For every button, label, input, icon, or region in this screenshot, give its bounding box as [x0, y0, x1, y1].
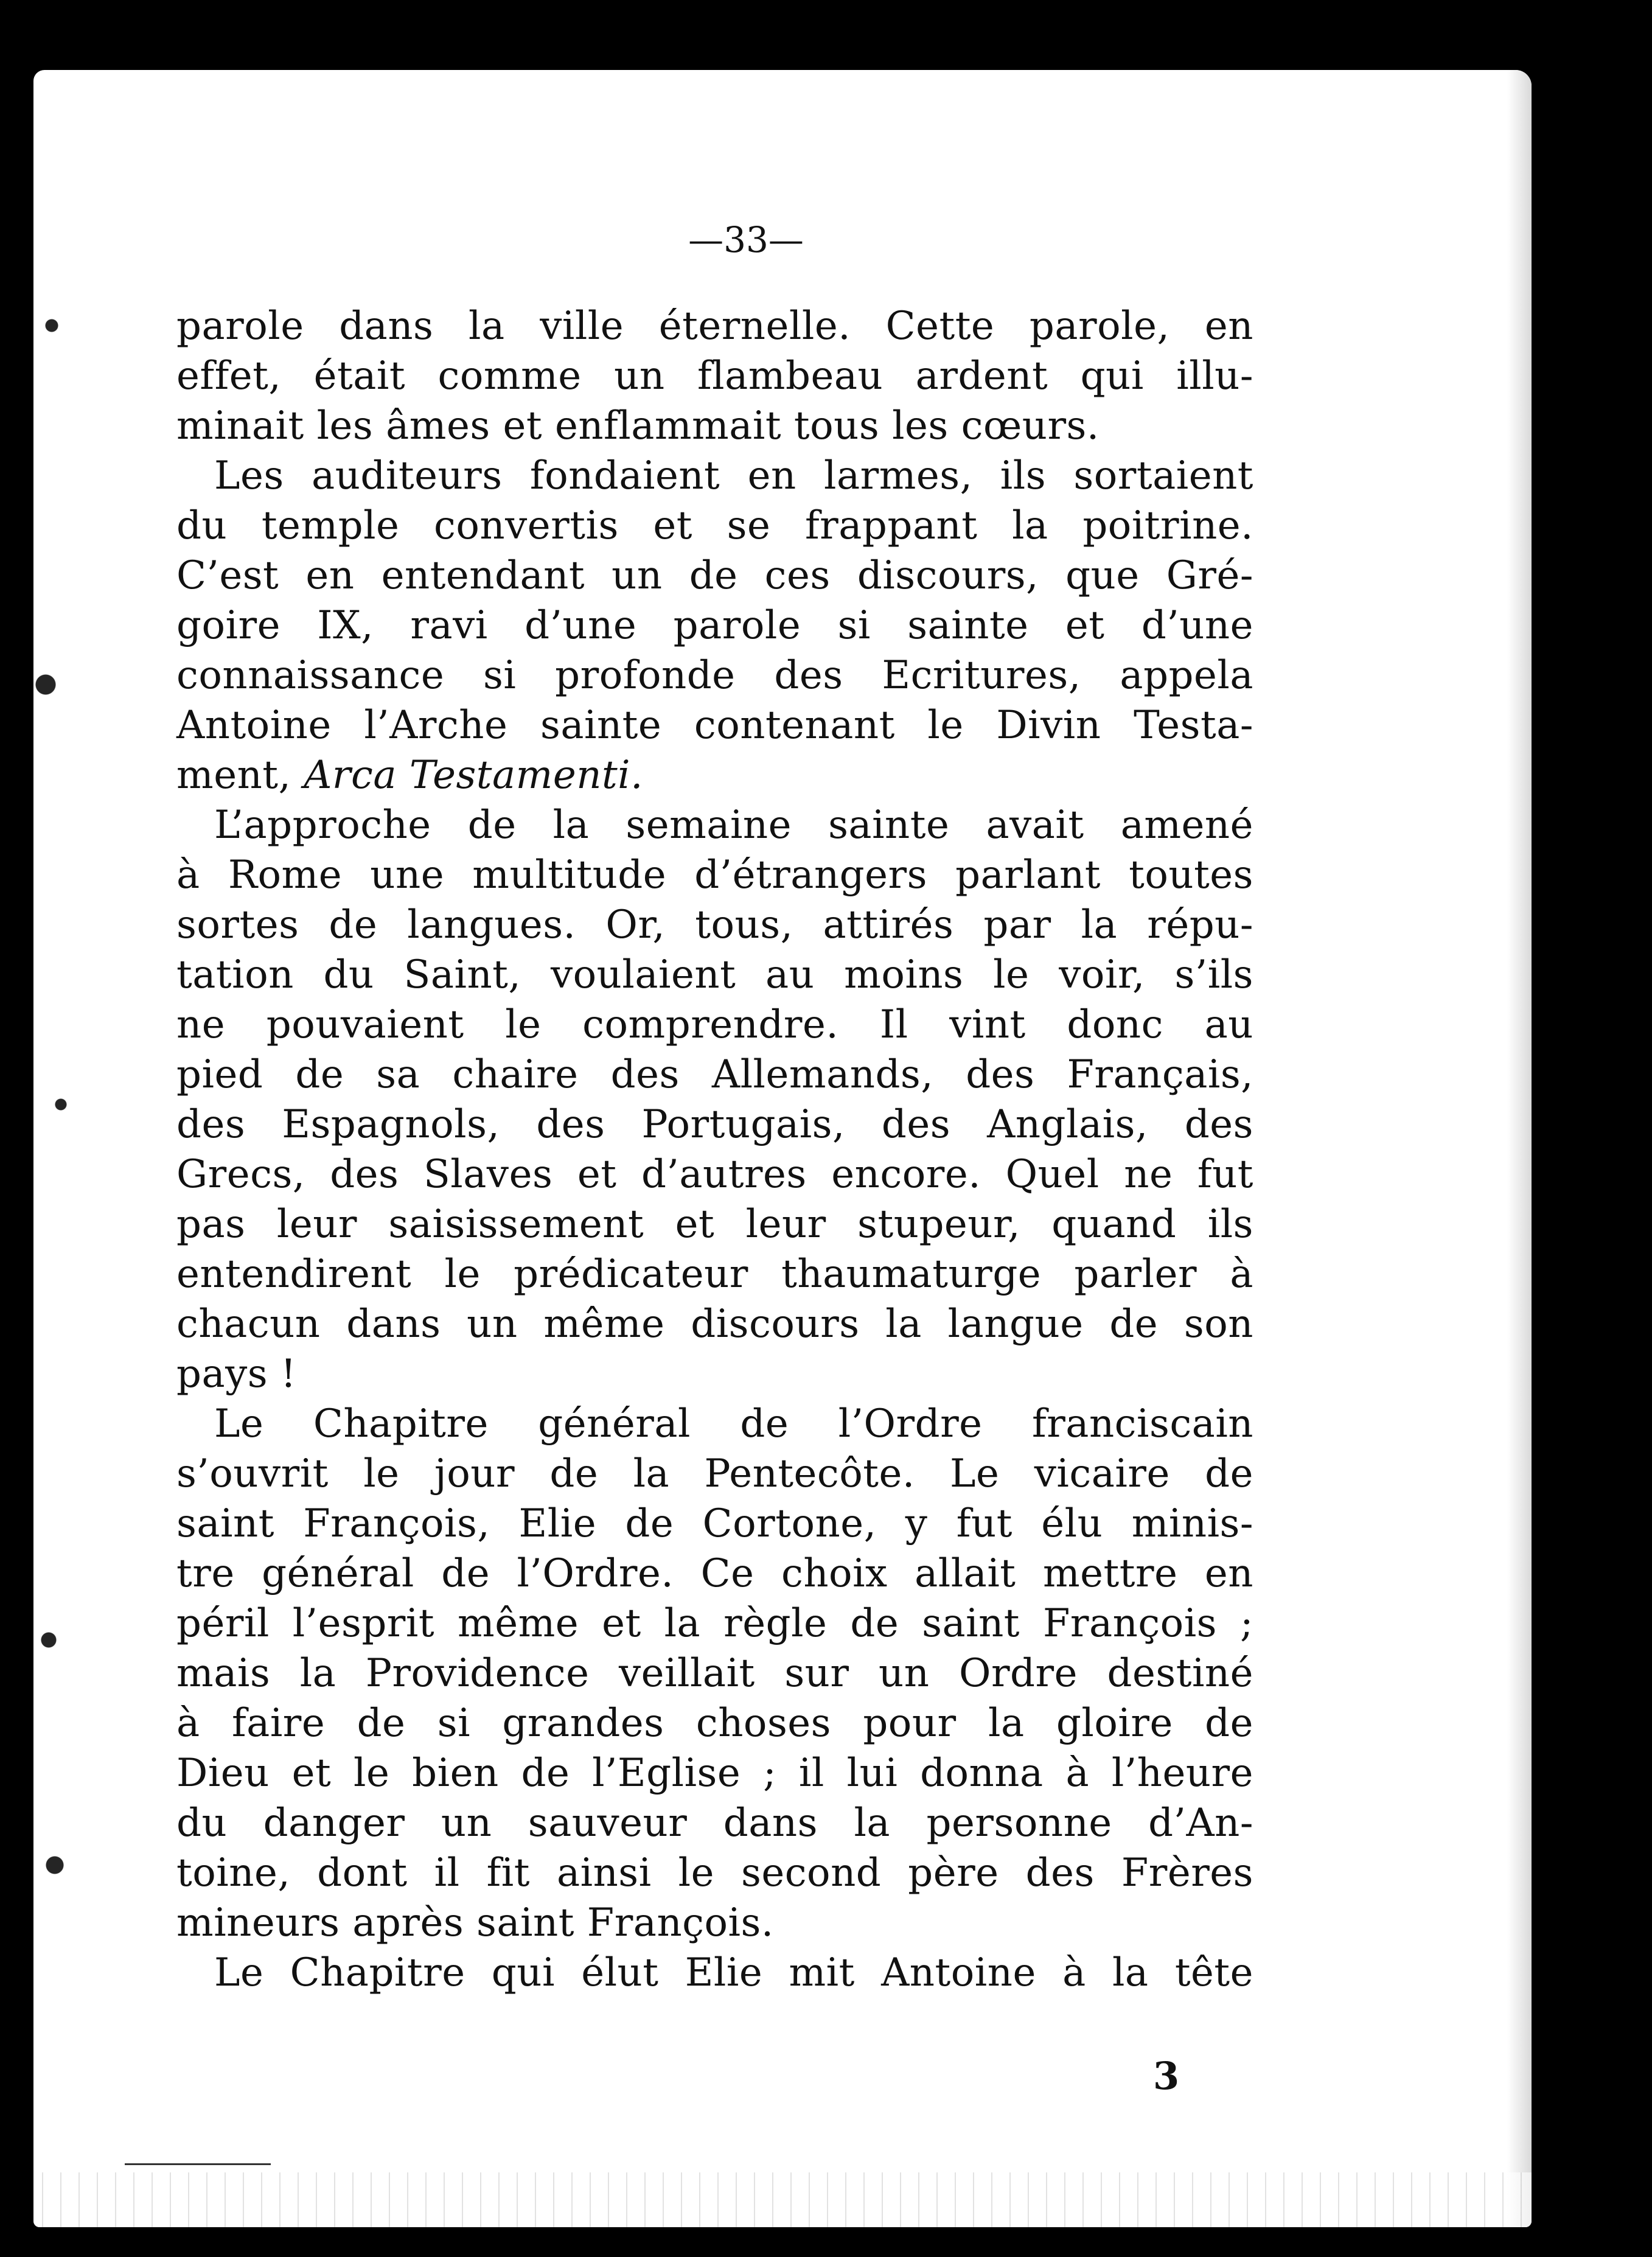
text-line	[176, 551, 1253, 601]
text-line	[176, 850, 1253, 900]
text-line	[176, 900, 1253, 950]
right-edge-shadow	[1507, 70, 1532, 2227]
text-line	[176, 1149, 1253, 1199]
text-line	[176, 1948, 1253, 1998]
text-line-content: C’est en entendant un de ces discours, que Gré-	[176, 553, 1253, 598]
text-line-content: Les auditeurs fondaient en larmes, ils sortaient	[214, 453, 1253, 498]
text-line	[176, 1549, 1253, 1599]
text-line-content: du temple convertis et se frappant la poitrine.	[176, 503, 1253, 548]
text-line-content: connaissance si profonde des Ecritures, appela	[176, 653, 1253, 698]
text-line	[176, 651, 1253, 700]
text-line-content: pas leur saisissement et leur stupeur, quand ils	[176, 1202, 1253, 1247]
text-line	[176, 1100, 1253, 1149]
text-line-content: saint François, Elie de Cortone, y fut élu minis-	[176, 1501, 1253, 1546]
text-line-content: tation du Saint, voulaient au moins le voir, s’ils	[176, 952, 1253, 997]
page-number: —33—	[688, 219, 804, 260]
text-line	[176, 1798, 1253, 1848]
text-line-content: effet, était comme un flambeau ardent qui illu-	[176, 354, 1253, 399]
text-line	[176, 1399, 1253, 1449]
text-line-content: minait les âmes et enflammait tous les cœurs.	[176, 403, 1100, 448]
text-line	[176, 1000, 1253, 1050]
text-line-content: chacun dans un même discours la langue de son	[176, 1302, 1253, 1347]
text-line	[176, 1848, 1253, 1898]
text-line	[176, 1748, 1253, 1798]
text-line-content: Antoine l’Arche sainte contenant le Divin Testa-	[176, 703, 1253, 748]
text-line-content: sortes de langues. Or, tous, attirés par la répu-	[176, 902, 1253, 947]
text-line-content: à faire de si grandes choses pour la gloire de	[176, 1701, 1253, 1746]
text-line-content: mineurs après saint François.	[176, 1900, 774, 1945]
text-line	[176, 451, 1253, 501]
text-line	[176, 1199, 1253, 1249]
text-line-content: des Espagnols, des Portugais, des Anglais, des	[176, 1102, 1253, 1147]
text-line-content: tre général de l’Ordre. Ce choix allait mettre en	[176, 1551, 1253, 1596]
text-line-content: Grecs, des Slaves et d’autres encore. Quel ne fut	[176, 1152, 1253, 1197]
text-line-content: du danger un sauveur dans la personne d’An-	[176, 1801, 1253, 1846]
text-line-content: mais la Providence veillait sur un Ordre destiné	[176, 1651, 1253, 1696]
text-line-content: s’ouvrit le jour de la Pentecôte. Le vicaire de	[176, 1451, 1253, 1496]
text-line	[176, 1349, 1253, 1399]
text-line-content: entendirent le prédicateur thaumaturge parler à	[176, 1252, 1253, 1297]
text-line	[176, 501, 1253, 551]
text-line	[176, 401, 1253, 451]
text-line	[176, 1249, 1253, 1299]
book-page	[33, 70, 1532, 2227]
text-line	[176, 1698, 1253, 1748]
text-line-content: ment,	[176, 753, 304, 798]
text-line	[176, 800, 1253, 850]
text-line	[176, 1449, 1253, 1499]
text-line-content: Le Chapitre général de l’Ordre franciscain	[214, 1401, 1253, 1446]
text-line-content: L’approche de la semaine sainte avait amené	[214, 803, 1253, 848]
text-line	[176, 950, 1253, 1000]
text-line-content: Dieu et le bien de l’Eglise ; il lui donna à l’heure	[176, 1751, 1253, 1796]
text-line	[176, 1050, 1253, 1100]
text-line	[176, 351, 1253, 401]
italic-phrase: Arca Testamenti.	[304, 753, 643, 798]
text-line-content: toine, dont il fit ainsi le second père des Frères	[176, 1851, 1253, 1896]
text-line	[176, 601, 1253, 651]
text-line-content: Le Chapitre qui élut Elie mit Antoine à la tête	[214, 1950, 1253, 1995]
text-line-content: pays !	[176, 1352, 297, 1397]
text-line-content: goire IX, ravi d’une parole si sainte et d’une	[176, 603, 1253, 648]
text-line-content: ne pouvaient le comprendre. Il vint donc au	[176, 1002, 1253, 1047]
text-line-content: péril l’esprit même et la règle de saint François ;	[176, 1601, 1253, 1646]
text-line	[176, 700, 1253, 750]
text-line-content: pied de sa chaire des Allemands, des Français,	[176, 1052, 1253, 1097]
text-line	[176, 1898, 1253, 1948]
left-edge-noise	[33, 70, 88, 2227]
bottom-edge-noise	[33, 2172, 1532, 2227]
signature-mark: 3	[1153, 2054, 1180, 2098]
text-line	[176, 1499, 1253, 1549]
text-line-content: à Rome une multitude d’étrangers parlant toutes	[176, 853, 1253, 898]
text-line	[176, 1599, 1253, 1648]
body-text	[176, 301, 1253, 1998]
text-line-content: parole dans la ville éternelle. Cette parole, en	[176, 304, 1253, 349]
scan-artifact-line	[125, 2163, 271, 2165]
text-line	[176, 301, 1253, 351]
text-line	[176, 1648, 1253, 1698]
text-line	[176, 1299, 1253, 1349]
text-line	[176, 750, 1253, 800]
